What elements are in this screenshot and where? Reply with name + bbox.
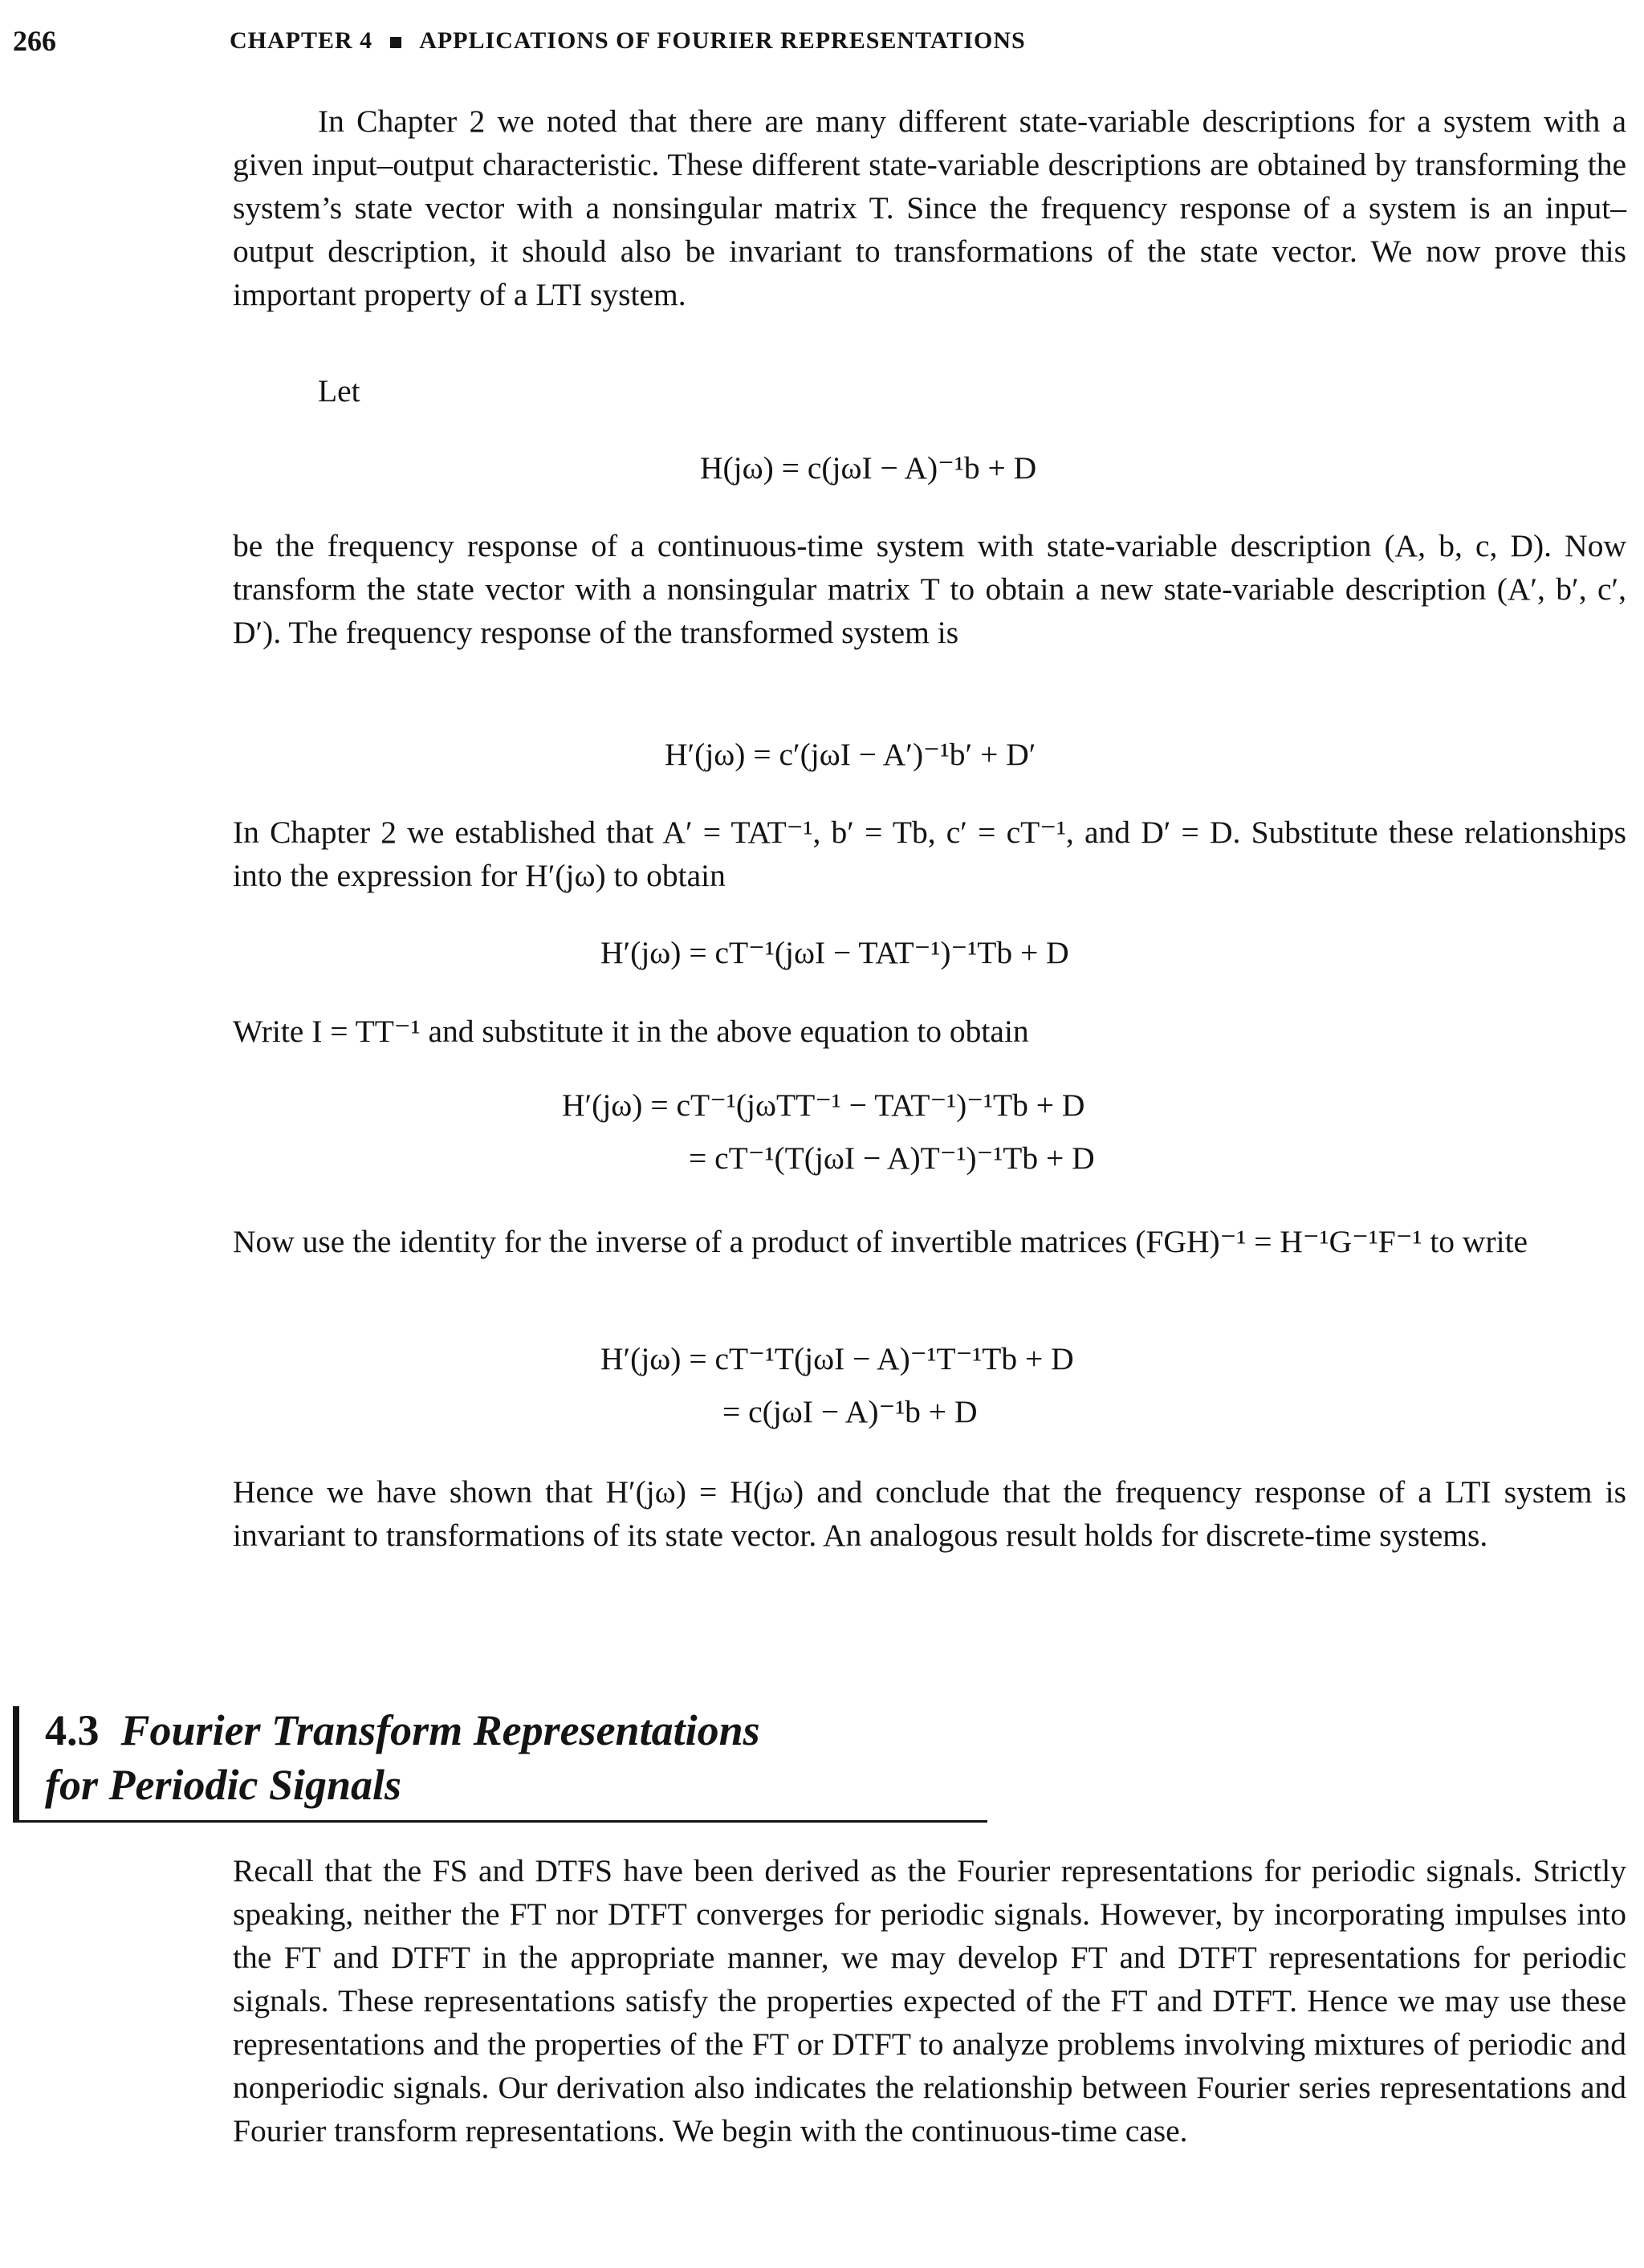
section-rule <box>13 1820 987 1823</box>
section-heading <box>45 1703 760 1812</box>
paragraph-write-identity: Write I = TT⁻¹ and substitute it in the above equation to obtain <box>233 1014 1029 1049</box>
chapter-label: CHAPTER 4 <box>230 27 373 54</box>
equation-5a-text: H′(jω) = cT⁻¹T(jωI − A)⁻¹T⁻¹Tb + D <box>600 1341 1074 1376</box>
section-title-line-1: Fourier Transform Representations <box>120 1706 760 1754</box>
paragraph-conclusion: Hence we have shown that H′(jω) = H(jω) and conclude that the frequency response of a LTI system is invariant to transformations of its state vector. An analogous result holds for discrete-time systems. <box>233 1474 1626 1553</box>
section-margin-bar <box>13 1706 19 1820</box>
page-header <box>13 24 1618 64</box>
paragraph-intro: In Chapter 2 we noted that there are many different state-variable descriptions for a system with a given input–output characteristic. These different state-variable descriptions are obtained by transforming the system’s state vector with a nonsingular matrix T. Since the frequency response of a system is an input–output description, it should also be invariant to transformations of the state vector. We now prove this important property of a LTI system. <box>233 104 1626 312</box>
paragraph-let: Let <box>318 373 360 408</box>
section-title-line-2: for Periodic Signals <box>45 1761 402 1809</box>
running-head <box>230 27 1026 55</box>
section-heading-line-1 <box>45 1703 760 1758</box>
chapter-title: APPLICATIONS OF FOURIER REPRESENTATIONS <box>419 27 1026 54</box>
equation-5b-text: = c(jωI − A)⁻¹b + D <box>722 1394 978 1429</box>
paragraph-substitute: In Chapter 2 we established that A′ = TAT⁻¹, b′ = Tb, c′ = cT⁻¹, and D′ = D. Substitute these relationships into the expression for H′(jω) to obtain <box>233 815 1626 893</box>
equation-2-text: H′(jω) = c′(jωI − A′)⁻¹b′ + D′ <box>665 737 1036 772</box>
separator-square-icon <box>390 37 401 48</box>
equation-4a-text: H′(jω) = cT⁻¹(jωTT⁻¹ − TAT⁻¹)⁻¹Tb + D <box>562 1087 1085 1123</box>
equation-1-text: H(jω) = c(jωI − A)⁻¹b + D <box>700 450 1037 486</box>
paragraph-inverse-identity: Now use the identity for the inverse of a product of invertible matrices (FGH)⁻¹ = H⁻¹G⁻¹F⁻¹ to write <box>233 1224 1528 1259</box>
paragraph-frequency-response: be the frequency response of a continuous-time system with state-variable description (A, b, c, D). Now transform the state vector with a nonsingular matrix T to obtain a new state-variable description (A′, b′, c′, D′). The frequency response of the transformed system is <box>233 528 1626 650</box>
page-number: 266 <box>13 25 56 57</box>
section-number: 4.3 <box>45 1706 100 1754</box>
equation-3-text: H′(jω) = cT⁻¹(jωI − TAT⁻¹)⁻¹Tb + D <box>600 935 1069 970</box>
paragraph-periodic-signals: Recall that the FS and DTFS have been derived as the Fourier representations for periodic signals. Strictly speaking, neither the FT nor DTFT converges for periodic signals. However, by incorporating impulses into the FT and DTFT in the appropriate manner, we may develop FT and DTFT representations for periodic signals. These representations satisfy the properties expected of the FT and DTFT. Hence we may use these representations and the properties of the FT or DTFT to analyze problems involving mixtures of periodic and nonperiodic signals. Our derivation also indicates the relationship between Fourier series representations and Fourier transform representations. We begin with the continuous-time case. <box>233 1853 1626 2148</box>
equation-4b-text: = cT⁻¹(T(jωI − A)T⁻¹)⁻¹Tb + D <box>689 1140 1095 1176</box>
